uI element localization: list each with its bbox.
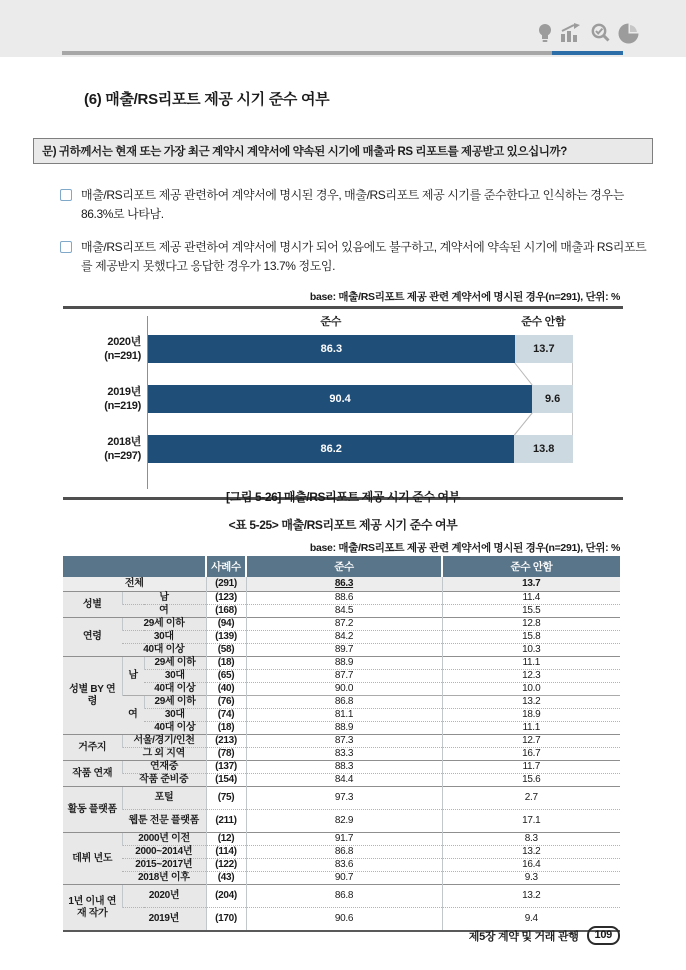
table-cell: 8.3 bbox=[442, 833, 620, 846]
table-cell: 12.7 bbox=[442, 735, 620, 748]
sub-label: 30대 bbox=[144, 709, 206, 722]
table-cell: (204) bbox=[206, 885, 246, 908]
header-rule bbox=[62, 51, 623, 55]
sub-label: 2020년 bbox=[122, 885, 206, 908]
group-label: 1년 이내 연재 작가 bbox=[63, 885, 122, 932]
chart-year-label-line: 2018년 bbox=[107, 435, 141, 448]
table-cell: 2.7 bbox=[442, 787, 620, 810]
bullet-item bbox=[60, 238, 648, 275]
bar-not-comply: 9.6 bbox=[532, 385, 573, 413]
table-row bbox=[63, 592, 620, 605]
table-cell: (168) bbox=[206, 605, 246, 618]
table-row bbox=[63, 872, 620, 885]
table-row bbox=[63, 670, 620, 683]
header-icons bbox=[537, 23, 639, 44]
chart-row bbox=[104, 385, 573, 413]
table-row bbox=[63, 605, 620, 618]
chart-bars bbox=[148, 385, 573, 413]
header-cell-comply: 준수 bbox=[246, 556, 442, 577]
table-cell: (65) bbox=[206, 670, 246, 683]
sub-label: 작품 준비중 bbox=[122, 774, 206, 787]
series-label-comply: 준수 bbox=[320, 316, 342, 328]
table-cell: 13.2 bbox=[442, 696, 620, 709]
sub-label: 그 외 지역 bbox=[122, 748, 206, 761]
table-cell: (139) bbox=[206, 631, 246, 644]
header-cell-not-comply: 준수 안함 bbox=[442, 556, 620, 577]
table-cell: (40) bbox=[206, 683, 246, 696]
sub-label: 29세 이하 bbox=[144, 657, 206, 670]
table-cell: 11.7 bbox=[442, 761, 620, 774]
sub-label: 남 bbox=[122, 592, 206, 605]
chart-year-label bbox=[63, 435, 141, 464]
bar-not-comply: 13.8 bbox=[514, 435, 573, 463]
table-cell: (12) bbox=[206, 833, 246, 846]
sub-label: 40대 이상 bbox=[122, 644, 206, 657]
table-row bbox=[63, 885, 620, 908]
bar-comply: 86.2 bbox=[148, 435, 514, 463]
sub-label: 연재중 bbox=[122, 761, 206, 774]
table-row bbox=[63, 761, 620, 774]
page-title: (6) 매출/RS리포트 제공 시기 준수 여부 bbox=[84, 91, 330, 108]
chart-year-label bbox=[63, 335, 141, 364]
table-cell: 88.9 bbox=[246, 657, 442, 670]
table-cell: 81.1 bbox=[246, 709, 442, 722]
table-cell: 88.3 bbox=[246, 761, 442, 774]
table-cell: 86.8 bbox=[246, 846, 442, 859]
chart-column-headers bbox=[148, 313, 573, 329]
figure-caption: [그림 5-26] 매출/RS리포트 제공 시기 준수 여부 bbox=[226, 490, 460, 504]
table-row bbox=[63, 631, 620, 644]
table-row bbox=[63, 722, 620, 735]
table-cell: 88.9 bbox=[246, 722, 442, 735]
table-cell: 15.6 bbox=[442, 774, 620, 787]
table-cell: 83.6 bbox=[246, 859, 442, 872]
table-row-total bbox=[63, 577, 620, 592]
table-cell: 84.5 bbox=[246, 605, 442, 618]
table-cell: 16.4 bbox=[442, 859, 620, 872]
sub-label: 여 bbox=[122, 605, 206, 618]
table-cell: 9.4 bbox=[442, 908, 620, 932]
page-number: 109 bbox=[587, 926, 620, 945]
sub-label: 40대 이상 bbox=[144, 683, 206, 696]
header-rule-blue bbox=[552, 51, 623, 55]
bar-not-comply: 13.7 bbox=[515, 335, 573, 363]
mid-label: 남 bbox=[122, 657, 144, 696]
table-cell: (114) bbox=[206, 846, 246, 859]
sub-label: 2015~2017년 bbox=[122, 859, 206, 872]
group-label: 연령 bbox=[63, 618, 122, 657]
group-label: 활동 플랫폼 bbox=[63, 787, 122, 833]
table-cell: 15.8 bbox=[442, 631, 620, 644]
chart-rows bbox=[104, 335, 573, 463]
table-cell: 12.3 bbox=[442, 670, 620, 683]
chart-row bbox=[104, 435, 573, 463]
chart-year-label-line: (n=297) bbox=[104, 450, 141, 462]
magnifier-check-icon bbox=[589, 23, 611, 44]
sub-label: 2000~2014년 bbox=[122, 846, 206, 859]
table-cell: 86.8 bbox=[246, 696, 442, 709]
table-cell: 16.7 bbox=[442, 748, 620, 761]
table-cell: (18) bbox=[206, 657, 246, 670]
table-row bbox=[63, 657, 620, 670]
table-cell: 9.3 bbox=[442, 872, 620, 885]
table-cell: 88.6 bbox=[246, 592, 442, 605]
table-cell: (211) bbox=[206, 810, 246, 833]
chart-year-label-line: (n=291) bbox=[104, 350, 141, 362]
table-cell: 11.4 bbox=[442, 592, 620, 605]
square-bullet-icon bbox=[60, 241, 72, 253]
table-cell: (76) bbox=[206, 696, 246, 709]
sub-label: 29세 이하 bbox=[122, 618, 206, 631]
table-cell: (213) bbox=[206, 735, 246, 748]
mid-label: 여 bbox=[122, 696, 144, 735]
table-cell: (123) bbox=[206, 592, 246, 605]
total-label: 전체 bbox=[63, 577, 206, 592]
chart-year-label bbox=[63, 385, 141, 414]
pie-chart-icon bbox=[618, 23, 639, 44]
table-cell: (75) bbox=[206, 787, 246, 810]
table-cell: 90.6 bbox=[246, 908, 442, 932]
group-label: 거주지 bbox=[63, 735, 122, 761]
bullet-list bbox=[60, 186, 648, 290]
chapter-label: 제5장 계약 및 거래 관행 bbox=[468, 930, 579, 943]
sub-label: 30대 bbox=[122, 631, 206, 644]
stats-table bbox=[63, 556, 620, 932]
group-label: 데뷔 년도 bbox=[63, 833, 122, 885]
footer bbox=[63, 926, 620, 945]
bar-comply: 86.3 bbox=[148, 335, 515, 363]
question-box: 문) 귀하께서는 현재 또는 가장 최근 계약시 계약서에 약속된 시기에 매출과 RS 리포트를 제공받고 있으십니까? bbox=[33, 138, 653, 164]
table-caption: <표 5-25> 매출/RS리포트 제공 시기 준수 여부 bbox=[228, 518, 458, 532]
table-row bbox=[63, 709, 620, 722]
group-label: 성별 bbox=[63, 592, 122, 618]
sub-label: 2018년 이후 bbox=[122, 872, 206, 885]
chart-base-note: base: 매출/RS리포트 제공 관련 계약서에 명시된 경우(n=291), 단위: % bbox=[309, 291, 620, 303]
table-cell: 87.2 bbox=[246, 618, 442, 631]
header-cell-category bbox=[63, 556, 206, 577]
table-cell: (78) bbox=[206, 748, 246, 761]
table-cell: 11.1 bbox=[442, 657, 620, 670]
compliance-chart bbox=[63, 306, 623, 500]
table-cell: 97.3 bbox=[246, 787, 442, 810]
table-row bbox=[63, 833, 620, 846]
table-cell: 90.7 bbox=[246, 872, 442, 885]
square-bullet-icon bbox=[60, 189, 72, 201]
group-label: 작품 연재 bbox=[63, 761, 122, 787]
bar-chart-icon bbox=[560, 23, 582, 44]
table-cell: 13.7 bbox=[442, 577, 620, 592]
table-cell: (154) bbox=[206, 774, 246, 787]
stats-table-wrap bbox=[63, 556, 620, 932]
bar-comply: 90.4 bbox=[148, 385, 532, 413]
table-cell: 82.9 bbox=[246, 810, 442, 833]
table-cell: (43) bbox=[206, 872, 246, 885]
table-cell: 84.2 bbox=[246, 631, 442, 644]
table-row bbox=[63, 810, 620, 833]
table-cell: (94) bbox=[206, 618, 246, 631]
bullet-text: 매출/RS리포트 제공 관련하여 계약서에 명시가 되어 있음에도 불구하고, 계약서에 약속된 시기에 매출과 RS리포트를 제공받지 못했다고 응답한 경우가 13.7% 정도임. bbox=[81, 240, 647, 273]
table-cell: 86.8 bbox=[246, 885, 442, 908]
group-label: 성별 BY 연령 bbox=[63, 657, 122, 735]
table-row bbox=[63, 846, 620, 859]
sub-label: 2000년 이전 bbox=[122, 833, 206, 846]
table-cell: 10.3 bbox=[442, 644, 620, 657]
sub-label: 40대 이상 bbox=[144, 722, 206, 735]
bullet-text: 매출/RS리포트 제공 관련하여 계약서에 명시된 경우, 매출/RS리포트 제공 시기를 준수한다고 인식하는 경우는 86.3%로 나타남. bbox=[81, 188, 624, 221]
table-header-row bbox=[63, 556, 620, 577]
table-cell: 87.3 bbox=[246, 735, 442, 748]
table-cell: 12.8 bbox=[442, 618, 620, 631]
table-cell: (137) bbox=[206, 761, 246, 774]
series-label-not-comply: 준수 안함 bbox=[521, 316, 566, 328]
table-row bbox=[63, 748, 620, 761]
chart-year-label-line: 2019년 bbox=[107, 385, 141, 398]
table-cell: 10.0 bbox=[442, 683, 620, 696]
table-cell: 13.2 bbox=[442, 846, 620, 859]
table-cell: (291) bbox=[206, 577, 246, 592]
table-cell: 87.7 bbox=[246, 670, 442, 683]
table-row bbox=[63, 618, 620, 631]
table-cell: 83.3 bbox=[246, 748, 442, 761]
table-cell: (18) bbox=[206, 722, 246, 735]
table-cell: 90.0 bbox=[246, 683, 442, 696]
table-cell: 11.1 bbox=[442, 722, 620, 735]
table-cell: 91.7 bbox=[246, 833, 442, 846]
table-cell: (58) bbox=[206, 644, 246, 657]
sub-label: 포털 bbox=[122, 787, 206, 810]
table-cell: 17.1 bbox=[442, 810, 620, 833]
header-rule-gray bbox=[62, 51, 552, 55]
sub-label: 30대 bbox=[144, 670, 206, 683]
table-cell: 15.5 bbox=[442, 605, 620, 618]
sub-label: 2019년 bbox=[122, 908, 206, 932]
table-row bbox=[63, 787, 620, 810]
table-row bbox=[63, 774, 620, 787]
chart-bars bbox=[148, 335, 573, 363]
sub-label: 웹툰 전문 플랫폼 bbox=[122, 810, 206, 833]
table-base-note: base: 매출/RS리포트 제공 관련 계약서에 명시된 경우(n=291), 단위: % bbox=[309, 542, 620, 554]
table-row bbox=[63, 696, 620, 709]
chart-row bbox=[104, 335, 573, 363]
sub-label: 29세 이하 bbox=[144, 696, 206, 709]
sub-label: 서울/경기/인천 bbox=[122, 735, 206, 748]
chart-year-label-line: 2020년 bbox=[107, 335, 141, 348]
table-cell: (170) bbox=[206, 908, 246, 932]
table-cell: 18.9 bbox=[442, 709, 620, 722]
chart-bars bbox=[148, 435, 573, 463]
table-row bbox=[63, 859, 620, 872]
table-row bbox=[63, 683, 620, 696]
table-row bbox=[63, 644, 620, 657]
table-cell: 89.7 bbox=[246, 644, 442, 657]
bullet-item bbox=[60, 186, 648, 223]
table-cell: 86.3 bbox=[246, 577, 442, 592]
chart-year-label-line: (n=219) bbox=[104, 400, 141, 412]
table-cell: (122) bbox=[206, 859, 246, 872]
table-cell: 84.4 bbox=[246, 774, 442, 787]
lightbulb-icon bbox=[537, 23, 553, 44]
table-body bbox=[63, 577, 620, 931]
table-cell: (74) bbox=[206, 709, 246, 722]
header-cell-n: 사례수 bbox=[206, 556, 246, 577]
table-cell: 13.2 bbox=[442, 885, 620, 908]
table-row bbox=[63, 735, 620, 748]
